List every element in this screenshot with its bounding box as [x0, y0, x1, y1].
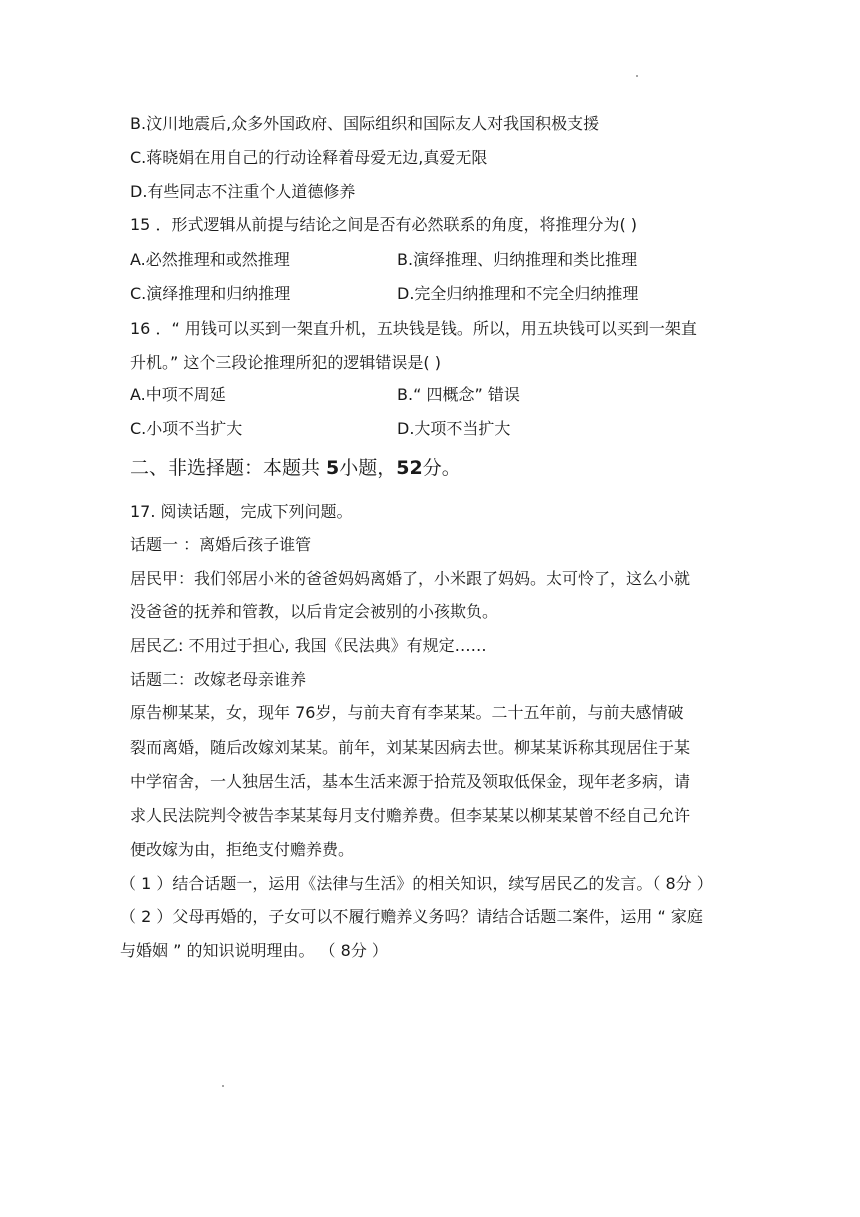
bottom-dot: [222, 1085, 224, 1087]
topic1-title: 话题一 ：离婚后孩子谁管: [130, 535, 312, 554]
section-heading-middle: 小题，: [339, 457, 397, 479]
sub-question-2-line2: 与婚姻 ” 的知识说明理由。 （ 8分 ）: [120, 941, 388, 960]
q16-option-a: A.中项不周延: [130, 385, 226, 404]
case-line2: 裂而离婚，随后改嫁刘某某。前年，刘某某因病去世。柳某某诉称其现居住于某: [130, 738, 691, 757]
section-heading-prefix: 二、非选择题：本题共: [130, 457, 327, 479]
q15-option-d: D.完全归纳推理和不完全归纳推理: [397, 284, 639, 303]
section-heading-suffix: 分。: [422, 457, 461, 479]
q14-option-c: C.蒋晓娟在用自己的行动诠释着母爱无边,真爱无限: [130, 148, 488, 167]
q16-option-b: B.“ 四概念” 错误: [397, 385, 520, 404]
q15-stem: 15 ．形式逻辑从前提与结论之间是否有必然联系的角度，将推理分为( ): [130, 215, 638, 234]
sub-question-2-line1: （ 2 ）父母再婚的，子女可以不履行赡养义务吗？请结合话题二案件，运用 “ 家庭: [120, 907, 703, 926]
case-line5: 便改嫁为由，拒绝支付赡养费。: [130, 840, 355, 859]
q16-stem-line2: 升机。” 这个三段论推理所犯的逻辑错误是( ): [130, 353, 441, 372]
case-line3: 中学宿舍，一人独居生活，基本生活来源于拾荒及领取低保金，现年老多病，请: [130, 772, 691, 791]
topic2-title: 话题二：改嫁老母亲谁养: [130, 670, 307, 689]
section-question-count: 5: [326, 457, 340, 479]
q15-option-a: A.必然推理和或然推理: [130, 250, 290, 269]
resident-a-line2: 没爸爸的抚养和管教，以后肯定会被别的小孩欺负。: [130, 602, 499, 621]
case-line4: 求人民法院判令被告李某某每月支付赡养费。但李某某以柳某某曾不经自己允许: [130, 806, 691, 825]
q16-stem-line1: 16 ．“ 用钱可以买到一架直升机，五块钱是钱。所以，用五块钱可以买到一架直: [130, 319, 697, 338]
q14-option-d: D.有些同志不注重个人道德修养: [130, 182, 356, 201]
case-line1: 原告柳某某，女，现年 76岁，与前夫育有李某某。二十五年前，与前夫感情破: [130, 703, 684, 722]
section-points: 52: [396, 457, 423, 479]
q17-stem: 17. 阅读话题，完成下列问题。: [130, 502, 353, 521]
q14-option-b: B.汶川地震后,众多外国政府、国际组织和国际友人对我国积极支援: [130, 114, 600, 133]
corner-dot: [636, 75, 638, 77]
resident-a-line1: 居民甲：我们邻居小米的爸爸妈妈离婚了，小米跟了妈妈。太可怜了，这么小就: [130, 569, 691, 588]
q15-option-c: C.演绎推理和归纳推理: [130, 284, 291, 303]
resident-b: 居民乙: 不用过于担心, 我国《民法典》有规定……: [130, 636, 487, 655]
q16-option-d: D.大项不当扩大: [397, 419, 511, 438]
q16-option-c: C.小项不当扩大: [130, 419, 243, 438]
section-heading: [130, 456, 461, 480]
sub-question-1: （ 1 ）结合话题一，运用《法律与生活》的相关知识，续写居民乙的发言。（ 8分 ）: [120, 874, 713, 893]
q15-option-b: B.演绎推理、归纳推理和类比推理: [397, 250, 638, 269]
